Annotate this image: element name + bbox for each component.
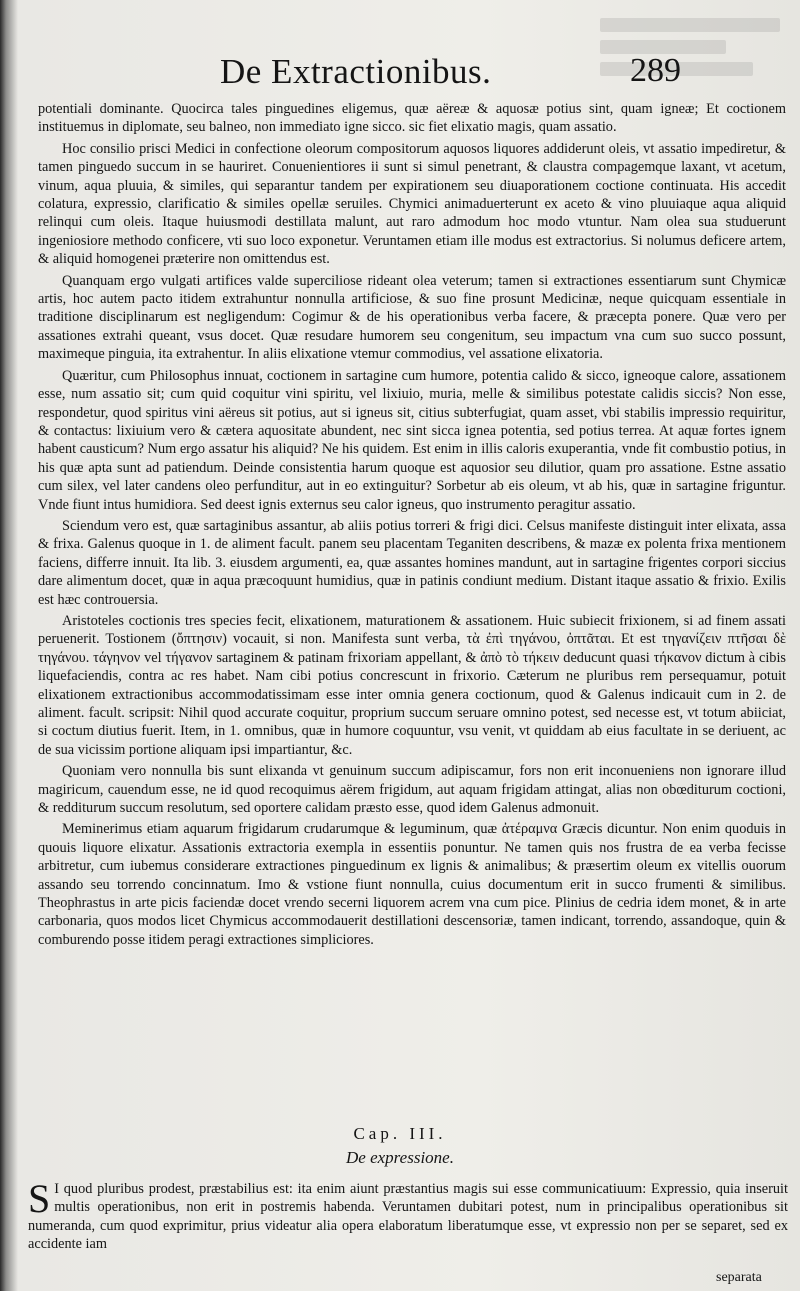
paragraph: Quoniam vero nonnulla bis sunt elixanda vt genuinum succum adipiscamur, fors non erit inconueniens non ignorare illud magiricum, cauendum esse, ne id quod recoquimus aërem frigidum, aut aquam frigidam attingat, alias non obœditurum coctioni, & redditurum succum resolutum, sed oportere calidam præsto esse, quod idem Galenus admonuit. <box>38 763 786 817</box>
chapter-heading: Cap. III. <box>353 1124 447 1143</box>
paragraph: Quanquam ergo vulgati artifices valde superciliose rideant olea veterum; tamen si extractiones essentiarum sunt Chymicæ artis, hoc autem pacto itidem extrahuntur nonnulla artificiose, & suo fine prosunt Medicinæ, neque quicquam essentiale in traditione disciplinarum est negligendum: Cogimur & de his operationibus verba facere, & præcepta ponere. Quæ vero per assationes extrahi queant, vsus docet. Quæ resudare humorem seu congenitum, seu impactum vna cum suo succo possunt, maximeque pinguia, ita extrahentur. In aliis elixatione vtemur commodius, vel assatione elixatoria. <box>38 272 786 363</box>
paragraph: Meminerimus etiam aquarum frigidarum crudarumque & leguminum, quæ ἀτέραμνα Græcis dicuntur. Non enim quoduis in quouis liquore elixatur. Assationis extractoria exempla in essentiis ponuntur. Ne tamen quis nos frustra de ea verba fecisse arbitretur, cum iubemus considerare extractiones pinguedinum ex lignis & animalibus; & præsertim oleum ex vitellis ouorum assando seu torrendo concinnatum. Imo & vstione fiunt nonnulla, cuius documentum erit in succo frumenti & similibus. Theophrastus in arte picis faciendæ docet vrendo secerni liquorem acrem vna cum pice. Plinius de cedria idem monet, & in arte carbonaria, quos modos licet Chymicus accommodauerit destillationi descensoriæ, tamen indicant, torrendo, assandoque, quin & comburendo posse itidem peragi extractiones simpliciores. <box>38 821 786 948</box>
chapter-opening-text <box>28 1176 788 1254</box>
paragraph: Quæritur, cum Philosophus innuat, coctionem in sartagine cum humore, potentia calido & sicco, igneoque calore, assationem esse, num assatio sit; cum quid coquitur vini spiritu, vel lixiuio, muria, melle & similibus potestate calidis siccis? Non esse, respondetur, quod spiritus vini aëreus sit potius, aut si igneus sit, citius subterfugiat, quam asset, vbi stabilis impressio requiritur, & contactus: lixiuium vero & cætera aquositate abundent, nec sint sicca ignea potentia, sed potius terrea. At aquæ fortes ignem habent causticum? Num ergo assatur his aliquid? Ne his quidem. Est enim in illis caloris exuperantia, vnde fit combustio potius, in his quæ apta sunt ad patiendum. Deinde consistentia harum quoque est aquosior seu dilutior, quam pro assatione. Estne assatio cum silex, vel later candens oleo perfunditur, aut in eo extinguitur? Sorbetur ab eis oleum, vt ab his, quæ in sartagine friguntur. Vnde fiunt intus humidiora. Sed deest ignis externus seu calor igneus, quo instrumento peragitur assatio. <box>38 367 786 513</box>
running-title: De Extractionibus. <box>220 52 492 91</box>
page-number: 289 <box>630 52 681 89</box>
catchword: separata <box>716 1270 762 1285</box>
paragraph: Sciendum vero est, quæ sartaginibus assantur, ab aliis potius torreri & frigi dici. Celsus manifeste distinguit inter elixata, assa & frixa. Galenus quoque in 1. de aliment facult. panem seu placentam Teganiten describens, & mazæ ex polenta frixa mentionem faciens, differre innuit. Ita lib. 3. eiusdem argumenti, ea, quæ assantes homines mandunt, aut in sartagine frigentes corpori siccius dare alimentum docet, quæ in aqua præcoquunt humidius, quæ in patinis condiunt medium. Distant itaque assatio & frixio. Exilis est hæc controuersia. <box>38 517 786 608</box>
paragraph: Hoc consilio prisci Medici in confectione oleorum compositorum aquosos liquores addiderunt oleis, vt assatio impediretur, & tamen pinguedo succum in se hauriret. Conuenientiores ii sunt si simul penetrant, & claustra compagemque laxant, vt acetum, vinum, aqua pluuia, & similes, qui separantur tandem per expirationem seu diuaporationem coctione continuata. His accedit colatura, expressio, clarificatio & similes opellæ seruiles. Chymici animaduerterunt ex aceto & vino pluuiaque aqua aliquid relinqui cum oleis. Itaque huiusmodi destillata malunt, aut raro admodum hoc modo vtuntur. Nam olea sua studuerunt ingeniosiore methodo conficere, vti suo loco exponetur. Veruntamen etiam ille modus est extractorius. Si nolumus deficere artem, & aliquid homogenei præterire non omittendus est. <box>38 140 786 268</box>
paragraph: potentiali dominante. Quocirca tales pinguedines eligemus, quæ aëreæ & aquosæ potius sint, quam igneæ; Et coctionem instituemus in diplomate, seu balneo, non immediato igne sicco. sic fiet elixatio magis, quam assatio. <box>38 101 786 136</box>
body-text <box>38 100 786 952</box>
paragraph: Aristoteles coctionis tres species fecit, elixationem, maturationem & assationem. Huic subiecit frixionem, si ad finem assati peruenerit. Tostionem (ὄπτησιν) vocauit, si non. Manifesta sunt verba, τὰ ἐπὶ τηγάνου, ὀπτᾶται. Et est τηγανίζειν πτῆσαι δὲ τηγάνου. τάγηνον vel τήγανον sartaginem & patinam frixoriam appellant, & ἀπὸ τὸ τήκειν deducunt quasi τήκανον dictum à cibis liquefaciendis, contra ac res habet. Nam cibi potius concrescunt in frixorio. Cæterum ne pluribus rem persequamur, potuit elixationem extractionibus accommodatissimam esse inter omnia genera coctionum, quod & Galenus indicauit cum in 2. de aliment. facult. scripsit: Nihil quod accurate coquitur, proprium succum seruare omnino potest, sed necesse est, vt totum abiiciat, si coctum diutius fuerit. Item, in 1. omnibus, quæ in humore coquuntur, vsu venit, vt quiddam ab eius facultate in se deriuent, ac de sua vicissim portione aliquam ipsi impartiantur, &c. <box>38 612 786 758</box>
chapter-paragraph: I quod pluribus prodest, præstabilius est: ita enim aiunt præstantius magis sui esse communicatiuum: Expressio, quia inseruit multis operationibus, non erit in postremis habenda. Veruntamen dubitari potest, num in principalibus operationibus sit numeranda, cum quod exprimitur, prius videatur alia opera elaboratum liberatumque esse, vt expressio non per se separet, sed ex accidente iam <box>28 1181 788 1253</box>
chapter-subtitle: De expressione. <box>346 1148 454 1167</box>
show-through-text <box>600 10 780 100</box>
drop-cap: S <box>28 1176 51 1221</box>
